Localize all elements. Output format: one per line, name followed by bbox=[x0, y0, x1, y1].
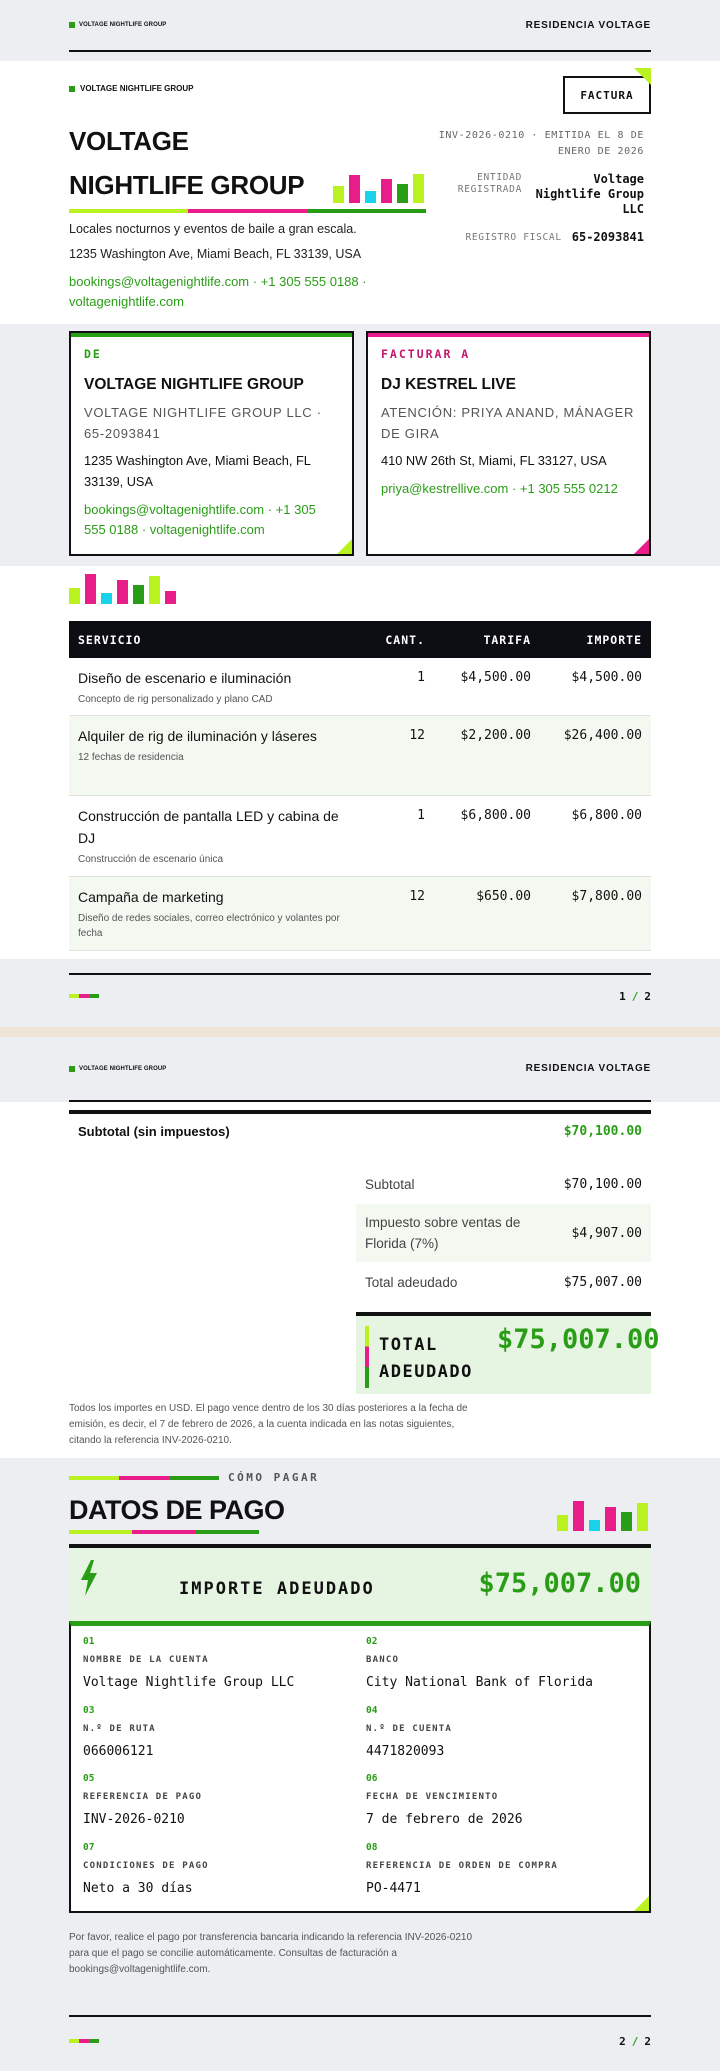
tax-label: Impuesto sobre ventas de Florida (7%) bbox=[365, 1215, 521, 1251]
item-name: Campaña de marketing bbox=[78, 889, 224, 905]
item-rate: $4,500.00 bbox=[460, 670, 531, 685]
item-name: Diseño de escenario e iluminación bbox=[78, 670, 292, 686]
title-underline bbox=[69, 1530, 259, 1534]
bill-to-address: 410 NW 26th St, Miami, FL 33127, USA bbox=[381, 453, 607, 468]
table-row bbox=[69, 658, 651, 716]
payment-title: DATOS DE PAGO bbox=[69, 1495, 285, 1525]
item-amount: $6,800.00 bbox=[571, 808, 642, 823]
header-brand bbox=[69, 22, 166, 28]
invoice-hero bbox=[0, 61, 720, 324]
item-amount: $7,800.00 bbox=[571, 889, 642, 904]
amount-due-value: $75,007.00 bbox=[563, 1274, 642, 1290]
item-rate: $650.00 bbox=[476, 889, 531, 904]
footer-rule bbox=[69, 2015, 651, 2017]
item-desc: Construcción de escenario única bbox=[78, 854, 224, 865]
grand-total bbox=[356, 1312, 660, 1394]
tax-row bbox=[356, 1204, 651, 1262]
subtotal-bar-label: Subtotal (sin impuestos) bbox=[78, 1124, 230, 1139]
from-legal-name: VOLTAGE NIGHTLIFE GROUP LLC · 65-2093841 bbox=[84, 405, 322, 441]
from-contact-link[interactable]: bookings@voltagenightlife.com · +1 305 555 0188 · voltagenightlife.com bbox=[84, 502, 316, 537]
detail-bank bbox=[366, 1636, 626, 1705]
header-brand-text: VOLTAGE NIGHTLIFE GROUP bbox=[79, 22, 167, 28]
detail-num: 02 bbox=[366, 1636, 378, 1647]
brand-mark-icon bbox=[69, 1066, 75, 1072]
item-qty: 12 bbox=[409, 728, 425, 743]
detail-account-number bbox=[366, 1705, 626, 1774]
detail-num: 06 bbox=[366, 1773, 378, 1784]
bill-to-card-accent bbox=[368, 333, 649, 337]
grand-total-value: $75,007.00 bbox=[497, 1324, 660, 1355]
header-right-label: RESIDENCIA VOLTAGE bbox=[525, 19, 651, 31]
page-number: 1 / 2 bbox=[619, 990, 651, 1003]
brand-rule bbox=[69, 209, 426, 213]
bill-to-contact-link[interactable]: priya@kestrellive.com · +1 305 555 0212 bbox=[381, 481, 618, 496]
detail-payment-reference bbox=[83, 1773, 366, 1842]
bill-to-label: FACTURAR A bbox=[381, 347, 471, 361]
page-total: 2 bbox=[644, 2035, 651, 2048]
running-header bbox=[69, 1037, 651, 1102]
company-title: VOLTAGE NIGHTLIFE GROUP bbox=[69, 126, 305, 200]
bill-to-attention: ATENCIÓN: PRIYA ANAND, MÁNAGER DE GIRA bbox=[381, 405, 635, 441]
from-address: 1235 Washington Ave, Miami Beach, FL 33139, USA bbox=[84, 453, 311, 489]
payment-terms-note: Todos los importes en USD. El pago vence dentro de los 30 días posteriores a la fecha de emisión, es decir, el 7 de febrero de 2026, a la cuenta indicada en las notas siguientes, citando la referencia INV-2026-0210. bbox=[69, 1403, 468, 1446]
equalizer-icon bbox=[557, 1501, 648, 1531]
corner-accent-icon bbox=[634, 539, 649, 554]
item-amount: $4,500.00 bbox=[571, 670, 642, 685]
invoice-number-date: INV-2026-0210 · EMITIDA EL 8 DE ENERO DE 2026 bbox=[438, 130, 644, 157]
amount-due-label: Total adeudado bbox=[365, 1274, 458, 1290]
detail-account-name bbox=[83, 1636, 366, 1705]
detail-num: 01 bbox=[83, 1636, 95, 1647]
corner-accent-icon bbox=[337, 539, 352, 554]
page-1 bbox=[0, 0, 720, 1021]
footer-brand-bar bbox=[69, 2039, 99, 2043]
detail-key: N.º DE CUENTA bbox=[366, 1723, 453, 1734]
subtotal-bar bbox=[69, 1110, 651, 1149]
detail-value: 7 de febrero de 2026 bbox=[366, 1812, 523, 1827]
from-label: DE bbox=[84, 347, 102, 361]
from-card-accent bbox=[71, 333, 352, 337]
page-break bbox=[0, 1027, 720, 1037]
page-2 bbox=[0, 1037, 720, 2071]
header-right-label: RESIDENCIA VOLTAGE bbox=[525, 1063, 651, 1074]
footer-rule bbox=[69, 973, 651, 975]
kicker-text: CÓMO PAGAR bbox=[228, 1471, 320, 1484]
detail-num: 04 bbox=[366, 1704, 378, 1716]
equalizer-icon bbox=[333, 174, 424, 203]
item-rate: $2,200.00 bbox=[460, 728, 531, 743]
payment-section bbox=[0, 1458, 720, 1999]
detail-key: CONDICIONES DE PAGO bbox=[83, 1860, 209, 1871]
hero-brand-text: VOLTAGE NIGHTLIFE GROUP bbox=[80, 84, 194, 93]
lightning-bolt-icon bbox=[79, 1560, 99, 1596]
detail-num: 05 bbox=[83, 1773, 95, 1784]
table-row bbox=[69, 796, 651, 877]
subtotal-bar-value: $70,100.00 bbox=[563, 1124, 642, 1139]
detail-value: 066006121 bbox=[83, 1743, 154, 1759]
corner-accent-icon bbox=[634, 68, 651, 85]
subtotal-value: $70,100.00 bbox=[563, 1176, 642, 1192]
tax-value: $4,907.00 bbox=[571, 1225, 642, 1241]
subtotal-row bbox=[356, 1164, 651, 1204]
detail-value: Voltage Nightlife Group LLC bbox=[83, 1675, 295, 1690]
fiscal-label: REGISTRO FISCAL bbox=[465, 231, 562, 243]
detail-key: REFERENCIA DE PAGO bbox=[83, 1792, 203, 1802]
page-current: 2 bbox=[619, 2035, 626, 2048]
tax-registration bbox=[465, 230, 644, 244]
equalizer-icon bbox=[69, 574, 176, 604]
detail-num: 07 bbox=[83, 1841, 95, 1853]
detail-key: FECHA DE VENCIMIENTO bbox=[366, 1792, 499, 1802]
amount-due-value: $75,007.00 bbox=[478, 1568, 641, 1599]
table-header bbox=[69, 621, 651, 658]
parties-section bbox=[0, 324, 720, 566]
document-type-badge: FACTURA bbox=[563, 76, 651, 114]
corner-accent-icon bbox=[634, 1896, 649, 1911]
page-footer bbox=[0, 959, 720, 1021]
header-brand bbox=[69, 1066, 166, 1072]
header-brand-text: VOLTAGE NIGHTLIFE GROUP bbox=[79, 1065, 167, 1072]
payment-instructions-note: Por favor, realice el pago por transferencia bancaria indicando la referencia INV-2026-0210 para que el pago se concilie automáticamente. Consultas de facturación a bookings@voltagenightlife.com. bbox=[69, 1932, 473, 1975]
payment-kicker bbox=[69, 1471, 319, 1484]
subtotal-label: Subtotal bbox=[365, 1176, 415, 1192]
detail-due-date bbox=[366, 1773, 626, 1842]
detail-key: BANCO bbox=[366, 1655, 400, 1665]
detail-routing bbox=[83, 1705, 366, 1774]
col-amount: IMPORTE bbox=[586, 632, 642, 647]
fiscal-value: 65-2093841 bbox=[571, 230, 644, 244]
bill-to-name: DJ KESTREL LIVE bbox=[381, 376, 516, 393]
grand-total-accent bbox=[365, 1326, 369, 1388]
company-address: 1235 Washington Ave, Miami Beach, FL 33139, USA bbox=[69, 247, 362, 261]
detail-value: Neto a 30 días bbox=[83, 1880, 193, 1896]
item-qty: 1 bbox=[417, 670, 425, 685]
page-number: 2 / 2 bbox=[619, 2035, 651, 2048]
detail-value: PO-4471 bbox=[366, 1880, 421, 1896]
detail-key: REFERENCIA DE ORDEN DE COMPRA bbox=[366, 1860, 558, 1871]
page-total: 2 bbox=[644, 990, 651, 1003]
entity-value: Voltage Nightlife Group LLC bbox=[535, 172, 644, 216]
kicker-rule bbox=[69, 1476, 219, 1480]
item-name: Construcción de pantalla LED y cabina de DJ bbox=[78, 808, 339, 846]
hero-brand bbox=[69, 84, 193, 93]
entity-label: ENTIDAD REGISTRADA bbox=[457, 172, 522, 195]
detail-payment-terms bbox=[83, 1842, 366, 1911]
amount-due-banner bbox=[69, 1548, 651, 1624]
table-row bbox=[69, 716, 651, 796]
amount-due-row bbox=[356, 1262, 651, 1302]
col-rate: TARIFA bbox=[483, 632, 531, 647]
detail-value: City National Bank of Florida bbox=[366, 1675, 593, 1690]
col-service: SERVICIO bbox=[78, 632, 142, 647]
from-name: VOLTAGE NIGHTLIFE GROUP bbox=[84, 376, 304, 393]
detail-value: 4471820093 bbox=[366, 1743, 445, 1759]
bill-to-card bbox=[366, 331, 651, 556]
detail-value: INV-2026-0210 bbox=[83, 1812, 185, 1827]
company-tagline: Locales nocturnos y eventos de baile a gran escala. bbox=[69, 222, 357, 236]
registered-entity bbox=[452, 172, 644, 217]
table-row bbox=[69, 877, 651, 951]
item-desc: 12 fechas de residencia bbox=[78, 752, 184, 763]
brand-mark-icon bbox=[69, 22, 75, 28]
payment-details-grid bbox=[69, 1621, 651, 1913]
col-qty: CANT. bbox=[385, 632, 425, 647]
item-name: Alquiler de rig de iluminación y láseres bbox=[78, 728, 317, 744]
detail-po-reference bbox=[366, 1842, 626, 1911]
item-desc: Diseño de redes sociales, correo electrónico y volantes por fecha bbox=[78, 913, 340, 939]
item-qty: 12 bbox=[409, 889, 425, 904]
totals-section bbox=[0, 1102, 720, 1458]
line-items-section bbox=[0, 566, 720, 959]
amount-due-label: IMPORTE ADEUDADO bbox=[179, 1579, 375, 1599]
item-rate: $6,800.00 bbox=[460, 808, 531, 823]
totals-table bbox=[356, 1164, 651, 1302]
grand-total-label: TOTAL ADEUDADO bbox=[379, 1335, 473, 1382]
brand-mark-icon bbox=[69, 86, 75, 92]
footer-brand-bar bbox=[69, 994, 99, 998]
detail-key: NOMBRE DE LA CUENTA bbox=[83, 1655, 209, 1665]
company-contact-link[interactable]: bookings@voltagenightlife.com · +1 305 555 0188 · voltagenightlife.com bbox=[69, 274, 367, 309]
page-footer bbox=[0, 1999, 720, 2071]
from-card bbox=[69, 331, 354, 556]
line-items-table bbox=[69, 621, 651, 951]
running-header bbox=[69, 0, 651, 52]
detail-num: 03 bbox=[83, 1704, 95, 1716]
detail-key: N.º DE RUTA bbox=[83, 1723, 156, 1734]
detail-num: 08 bbox=[366, 1841, 378, 1853]
item-qty: 1 bbox=[417, 808, 425, 823]
item-desc: Concepto de rig personalizado y plano CAD bbox=[78, 694, 273, 705]
item-amount: $26,400.00 bbox=[563, 728, 642, 743]
page-current: 1 bbox=[619, 990, 626, 1003]
